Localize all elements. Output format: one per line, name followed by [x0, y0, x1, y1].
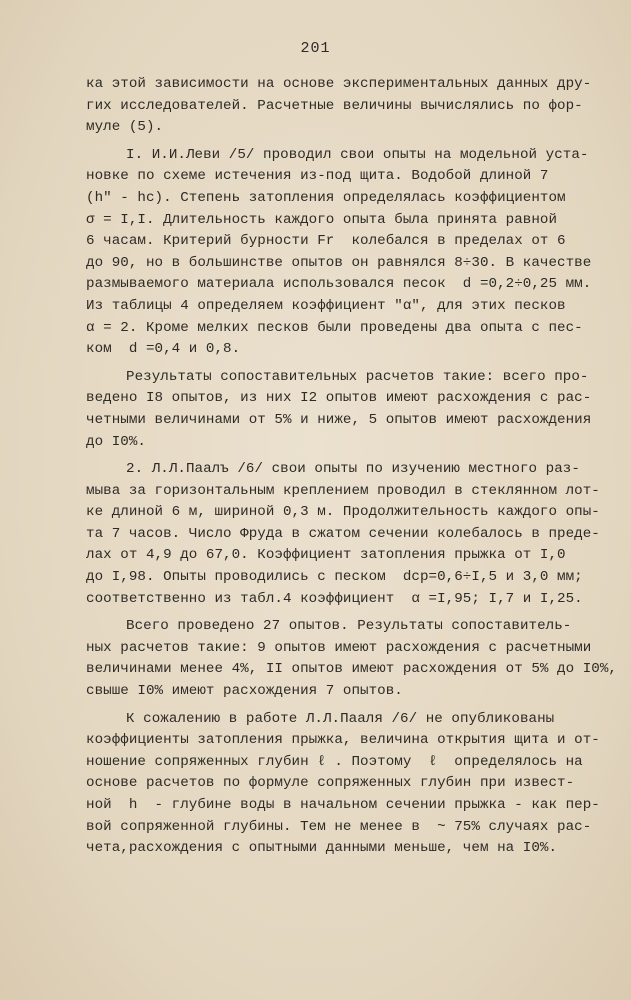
paragraph: [86, 367, 606, 453]
text-line: Результаты сопоставительных расчетов такие: всего про-: [126, 368, 589, 385]
text-line: 2. Л.Л.Паалъ /6/ свои опыты по изучению местного раз-: [126, 461, 580, 478]
text-line: чета,расхождения с опытными данными меньше, чем на I0%.: [86, 840, 558, 857]
text-line: та 7 часов. Число Фруда в сжатом сечении колебалось в преде-: [86, 525, 600, 542]
text-line: размываемого материала использовался песок d =0,2÷0,25 мм.: [86, 276, 592, 293]
text-line: основе расчетов по формуле сопряженных глубин при извест-: [86, 775, 575, 792]
text-line: α = 2. Кроме мелких песков были проведены два опыта с пес-: [86, 319, 583, 336]
text-line: ведено I8 опытов, из них I2 опытов имеют расхождения с рас-: [86, 390, 592, 407]
paragraph: [86, 459, 606, 610]
text-line: ной h - глубине воды в начальном сечении прыжка - как пер-: [86, 797, 600, 813]
text-line: вой сопряженной глубины. Тем не менее в ~ 75% случаях рас-: [86, 818, 592, 835]
text-line: до I,98. Опыты проводились с песком dср=0,6÷I,5 и 3,0 мм;: [86, 569, 583, 586]
text-line: (h" - hc). Степень затопления определялась коэффициентом: [86, 189, 566, 206]
text-line: I. И.И.Леви /5/ проводил свои опыты на модельной уста-: [126, 146, 589, 163]
text-line: величинами менее 4%, II опытов имеют расхождения от 5% до I0%,: [86, 661, 617, 678]
text-line: мыва за горизонтальным креплением проводил в стеклянном лот-: [86, 482, 600, 499]
text-line: свыше I0% имеют расхождения 7 опытов.: [86, 683, 403, 700]
text-line: соответственно из табл.4 коэффициент α =I,95; I,7 и I,25.: [86, 590, 583, 607]
text-line: муле (5).: [86, 119, 164, 136]
text-line: Всего проведено 27 опытов. Результаты сопоставитель-: [126, 618, 572, 635]
text-line: ка этой зависимости на основе экспериментальных данных дру-: [86, 76, 592, 92]
text-line: до I0%.: [86, 433, 146, 450]
page-number: 201: [300, 40, 331, 57]
text-line: ношение сопряженных глубин ℓ . Поэтому ℓ определялось на: [86, 753, 583, 770]
text-line: до 90, но в большинстве опытов он равнялся 8÷30. В качестве: [86, 254, 592, 271]
text-line: Из таблицы 4 определяем коэффициент "α", для этих песков: [86, 297, 566, 314]
text-line: коэффициенты затопления прыжка, величина открытия щита и от-: [86, 732, 600, 749]
document-body: [86, 74, 617, 860]
text-line: четными величинами от 5% и ниже, 5 опытов имеют расхождения: [86, 411, 592, 428]
text-line: новке по схеме истечения из-под щита. Водобой длиной 7: [86, 168, 549, 185]
paragraph: [86, 709, 606, 860]
text-line: ке длиной 6 м, шириной 0,3 м. Продолжительность каждого опы-: [86, 504, 600, 521]
text-line: σ = I,I. Длительность каждого опыта была принята равной: [86, 211, 558, 228]
paragraph: [86, 616, 617, 702]
text-line: 6 часам. Критерий бурности Fr колебался в пределах от 6: [86, 233, 566, 250]
paragraph: [86, 145, 606, 361]
text-line: ком d =0,4 и 0,8.: [86, 341, 241, 358]
text-line: ных расчетов такие: 9 опытов имеют расхождения с расчетными: [86, 639, 592, 656]
text-line: гих исследователей. Расчетные величины вычислялись по фор-: [86, 97, 583, 114]
text-line: К сожалению в работе Л.Л.Пааля /6/ не опубликованы: [126, 710, 555, 727]
paragraph: [86, 74, 606, 139]
text-line: лах от 4,9 до 67,0. Коэффициент затопления прыжка от I,0: [86, 547, 566, 564]
